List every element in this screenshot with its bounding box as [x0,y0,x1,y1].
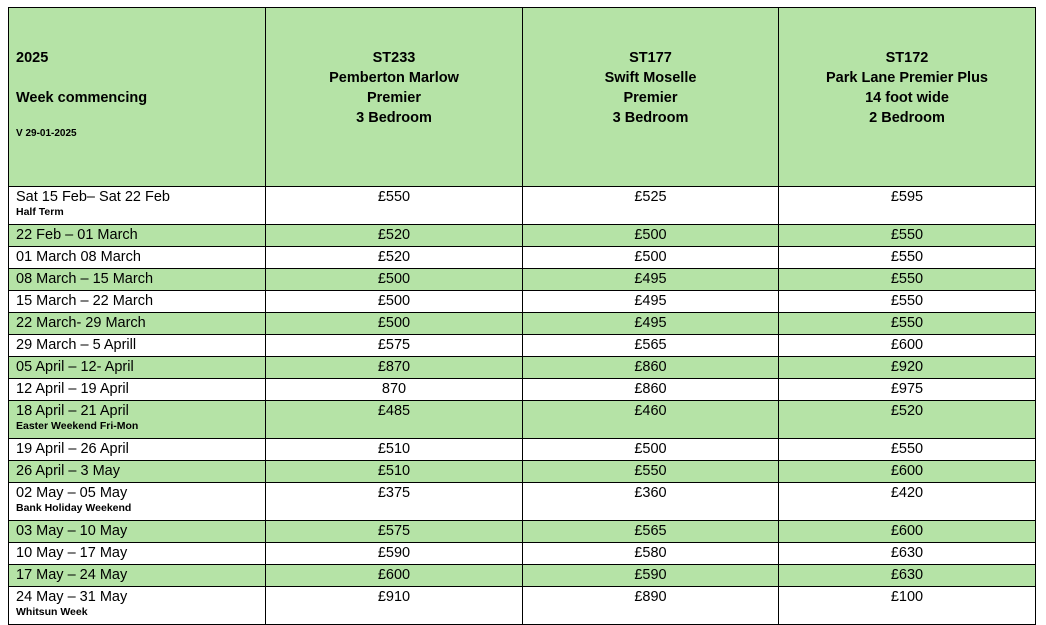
price-cell: £520 [266,247,523,269]
price-cell: £495 [523,291,779,313]
week-cell [9,225,266,247]
year-label: 2025 [16,50,49,66]
week-commencing-label: Week commencing [16,90,148,106]
week-dates: 18 April – 21 April [16,403,129,419]
price-cell: £500 [523,247,779,269]
price-cell: £565 [523,521,779,543]
van-bedrooms: 2 Bedroom [869,110,945,126]
van-model: Swift Moselle [604,70,697,86]
header-week-column [9,8,266,187]
price-cell: £500 [523,225,779,247]
version-label: V 29-01-2025 [16,128,77,139]
price-cell: £910 [266,587,523,625]
table-row [9,225,1036,247]
week-cell [9,291,266,313]
table-row [9,357,1036,379]
week-dates: 29 March – 5 Aprill [16,337,137,353]
table-row [9,401,1036,439]
price-cell: £860 [523,379,779,401]
price-cell: £550 [779,225,1036,247]
price-cell: £550 [523,461,779,483]
table-row [9,565,1036,587]
header-van-st177 [523,8,779,187]
week-dates: 22 March- 29 March [16,315,146,331]
table-row [9,247,1036,269]
price-cell: £550 [266,187,523,225]
price-cell: £100 [779,587,1036,625]
week-dates: 01 March 08 March [16,249,141,265]
price-cell: £920 [779,357,1036,379]
week-cell [9,313,266,335]
price-cell: £600 [779,335,1036,357]
price-cell: £500 [266,291,523,313]
price-cell: £510 [266,439,523,461]
header-van-st233 [266,8,523,187]
price-cell: £600 [779,521,1036,543]
week-dates: 12 April – 19 April [16,381,129,397]
price-cell: £890 [523,587,779,625]
price-cell: £630 [779,543,1036,565]
price-cell: £550 [779,247,1036,269]
van-code: ST172 [885,50,929,66]
price-cell: £590 [266,543,523,565]
week-dates: 08 March – 15 March [16,271,154,287]
week-dates: 10 May – 17 May [16,545,128,561]
price-cell: £575 [266,521,523,543]
week-dates: 19 April – 26 April [16,441,129,457]
table-row [9,187,1036,225]
price-cell: £870 [266,357,523,379]
price-cell: £495 [523,269,779,291]
price-cell: £375 [266,483,523,521]
price-cell: £420 [779,483,1036,521]
van-code: ST233 [372,50,416,66]
week-cell [9,439,266,461]
price-cell: £575 [266,335,523,357]
week-cell [9,521,266,543]
table-row [9,335,1036,357]
van-model: Park Lane Premier Plus [826,70,988,86]
price-cell: £590 [523,565,779,587]
price-cell: £520 [266,225,523,247]
table-row [9,269,1036,291]
price-cell: £595 [779,187,1036,225]
week-cell [9,461,266,483]
week-cell [9,401,266,439]
week-cell [9,587,266,625]
week-cell [9,379,266,401]
week-dates: 26 April – 3 May [16,463,120,479]
price-cell: £500 [266,313,523,335]
week-note: Half Term [16,206,64,218]
week-cell [9,269,266,291]
week-cell [9,357,266,379]
week-note: Easter Weekend Fri-Mon [16,420,139,432]
table-row [9,439,1036,461]
week-dates: Sat 15 Feb– Sat 22 Feb [16,189,170,205]
table-row [9,483,1036,521]
week-dates: 03 May – 10 May [16,523,128,539]
table-row [9,521,1036,543]
van-model: Pemberton Marlow [329,70,459,86]
price-cell: £975 [779,379,1036,401]
price-cell: £360 [523,483,779,521]
week-dates: 05 April – 12- April [16,359,134,375]
table-row [9,291,1036,313]
van-bedrooms: 3 Bedroom [612,110,689,126]
table-row [9,313,1036,335]
price-cell: £600 [779,461,1036,483]
week-cell [9,335,266,357]
week-cell [9,483,266,521]
van-code: ST177 [629,50,672,66]
price-cell: £550 [779,291,1036,313]
week-dates: 15 March – 22 March [16,293,154,309]
van-grade: Premier [366,90,421,106]
table-header-row [9,8,1036,187]
van-grade: Premier [623,90,678,106]
price-cell: £860 [523,357,779,379]
price-cell: £525 [523,187,779,225]
week-note: Bank Holiday Weekend [16,502,132,514]
week-cell [9,187,266,225]
week-dates: 17 May – 24 May [16,567,128,583]
table-row [9,379,1036,401]
price-cell: £580 [523,543,779,565]
price-cell: £500 [266,269,523,291]
table-row [9,543,1036,565]
price-cell: £600 [266,565,523,587]
price-cell: £630 [779,565,1036,587]
table-row [9,587,1036,625]
price-cell: £550 [779,313,1036,335]
price-cell: £565 [523,335,779,357]
price-cell: £550 [779,439,1036,461]
price-table [8,7,1036,625]
price-cell: £550 [779,269,1036,291]
week-dates: 02 May – 05 May [16,485,128,501]
week-dates: 24 May – 31 May [16,589,128,605]
van-bedrooms: 3 Bedroom [356,110,432,126]
week-dates: 22 Feb – 01 March [16,227,138,243]
table-body [9,187,1036,625]
price-cell: £460 [523,401,779,439]
header-van-st172 [779,8,1036,187]
week-note: Whitsun Week [16,606,88,618]
van-grade: 14 foot wide [865,90,949,106]
week-cell [9,543,266,565]
price-cell: £500 [523,439,779,461]
price-cell: £520 [779,401,1036,439]
week-cell [9,247,266,269]
week-cell [9,565,266,587]
price-cell: £510 [266,461,523,483]
price-cell: £495 [523,313,779,335]
price-cell: 870 [266,379,523,401]
price-cell: £485 [266,401,523,439]
table-row [9,461,1036,483]
